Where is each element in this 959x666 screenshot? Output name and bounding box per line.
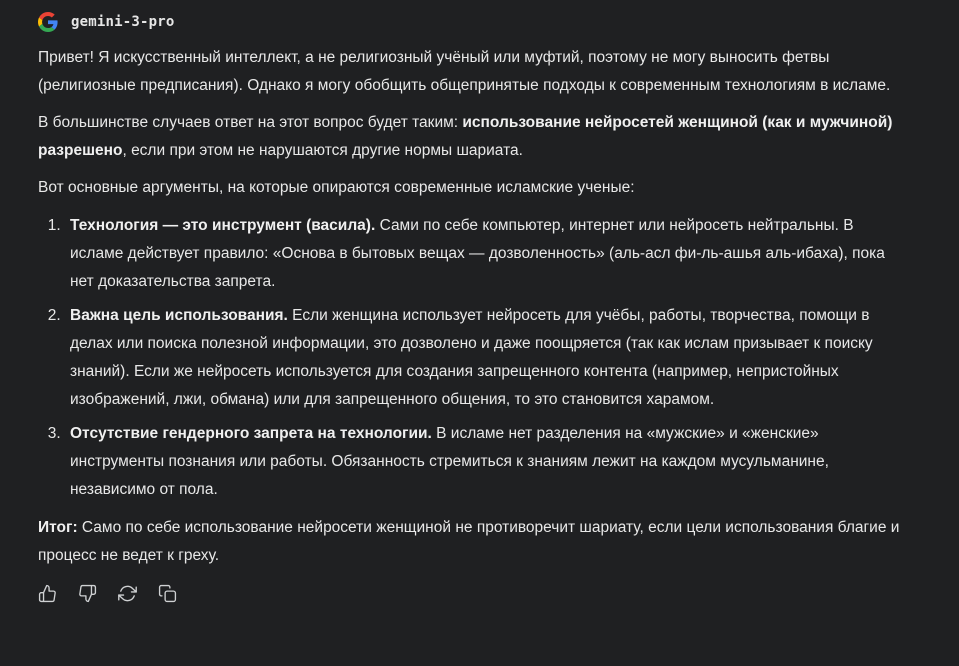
argument-list-item: 3. Отсутствие гендерного запрета на технологии. В исламе нет разделения на «мужские» и «женские» инструменты познания или работы. Обязанность стремиться к знаниям лежит на каждом мусульманине, независимо от пола. [65, 420, 909, 504]
google-g-icon [38, 12, 58, 32]
argument-list-item: 1. Технология — это инструмент (васила). Сами по себе компьютер, интернет или нейросеть нейтральны. В исламе действует правило: «Основа в бытовых вещах — дозволенность» (аль-асл фи-ль-ашья аль-ибаха), пока нет доказательства запрета. [65, 212, 909, 296]
thumbs-up-button[interactable] [34, 580, 61, 606]
copy-icon [158, 584, 177, 603]
message-header [38, 10, 909, 34]
retry-icon [118, 584, 137, 603]
retry-button[interactable] [114, 580, 141, 606]
thumbs-up-icon [38, 584, 57, 603]
copy-button[interactable] [154, 580, 181, 606]
paragraph-arguments-lead: Вот основные аргументы, на которые опираются современные исламские ученые: [38, 179, 635, 196]
paragraph-intro: Привет! Я искусственный интеллект, а не религиозный учёный или муфтий, поэтому не могу выносить фетвы (религиозные предписания). Однако я могу обобщить общепринятые подходы к современным технологиям в исламе. [38, 49, 891, 94]
message-actions [34, 580, 909, 606]
thumbs-down-icon [78, 584, 97, 603]
arguments-list [38, 212, 909, 504]
paragraph-main-answer: В большинстве случаев ответ на этот вопрос будет таким: использование нейросетей женщиной (как и мужчиной) разрешено, если при этом не нарушаются другие нормы шариата. [38, 114, 893, 159]
argument-list-item: 2. Важна цель использования. Если женщина использует нейросеть для учёбы, работы, творчества, помощи в делах или поиска полезной информации, это дозволено и даже поощряется (так как ислам призывает к поиску знаний). Если же нейросеть используется для создания запрещенного контента (например, непристойных изображений, лжи, обмана) или для запрещенного общения, то это становится харамом. [65, 302, 909, 414]
model-name: gemini-3-pro [71, 14, 175, 30]
thumbs-down-button[interactable] [74, 580, 101, 606]
message-body [38, 44, 909, 570]
paragraph-summary: Итог: Само по себе использование нейросети женщиной не противоречит шариату, если цели использования благие и процесс не ведет к греху. [38, 519, 900, 564]
